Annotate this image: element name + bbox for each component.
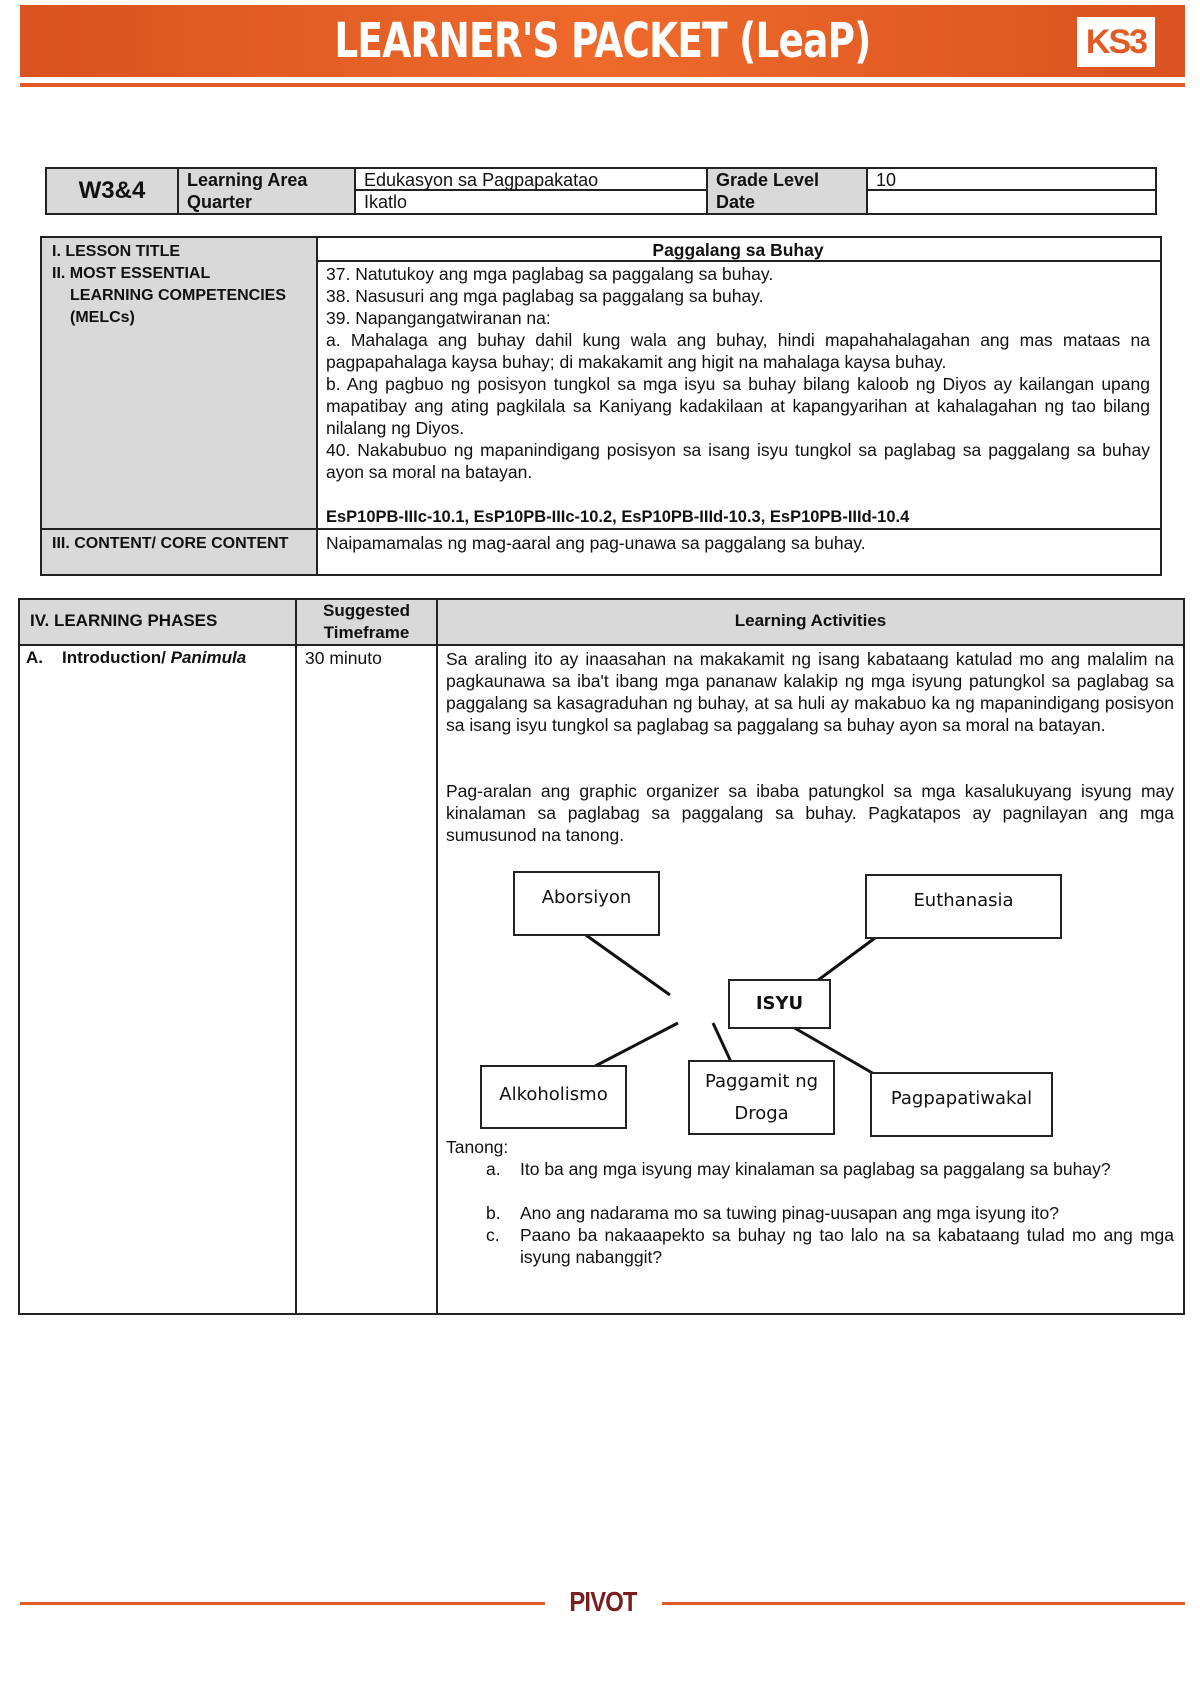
phase-label: [62, 648, 246, 668]
graphic-organizer: [438, 865, 1183, 1124]
question-b-letter: b.: [486, 1203, 501, 1223]
grade-level-label: Grade Level: [708, 169, 868, 191]
melc-codes: EsP10PB-IIIc-10.1, EsP10PB-IIIc-10.2, EsP10PB-IIId-10.3, EsP10PB-IIId-10.4: [326, 508, 910, 526]
learning-area-label: Learning Area: [179, 169, 356, 191]
node-euthanasia: Euthanasia: [865, 874, 1062, 939]
phase-letter: A.: [26, 648, 43, 667]
date-value: [868, 191, 1155, 213]
learning-activities-header: Learning Activities: [734, 611, 887, 630]
date-label: Date: [708, 191, 868, 213]
quarter-value: Ikatlo: [356, 191, 708, 213]
lesson-title-label: I. LESSON TITLE: [52, 243, 181, 260]
info-table: [45, 167, 1157, 215]
node-alkoholismo: Alkoholismo: [480, 1065, 627, 1129]
question-b: Ano ang nadarama mo sa tuwing pinag-uusapan ang mga isyung ito?: [520, 1203, 1059, 1223]
footer-rule-right: [662, 1602, 1185, 1605]
question-c-letter: c.: [486, 1225, 500, 1245]
tanong-label: Tanong:: [446, 1137, 509, 1157]
content-divider: [316, 528, 1160, 530]
col-divider-1: [295, 600, 297, 1313]
melc-39: 39. Napangangatwiranan na:: [326, 308, 551, 328]
intro-paragraph: Sa araling ito ay inaasahan na makakamit ng isang kabataang katulad mo ang malalim na pagkaunawa sa iba't ibang mga pananaw kalakip ng mga isyung patungkol sa paglabag sa paggalang sa kasagraduhan ng buhay, at sa huli ay makabuo ka ng mapanindigang posisyon sa isang isyu tungkol sa paglabag sa paggalang sa buhay ayon sa moral na batayan.: [446, 649, 1174, 735]
node-paggamit-ng-droga: [688, 1060, 835, 1135]
question-a-letter: a.: [486, 1159, 501, 1179]
instruction-paragraph: Pag-aralan ang graphic organizer sa ibaba patungkol sa mga kasalukuyang isyung may kinalaman sa paglabag sa paggalang sa buhay. Pagkatapos ay pagnilayan ang mga sumusunod na tanong.: [446, 781, 1174, 845]
node-droga-line2: Droga: [734, 1103, 789, 1124]
timeframe-value: 30 minuto: [305, 648, 382, 668]
pivot-logo: PIVOT: [569, 1586, 637, 1617]
grade-level-value: 10: [868, 169, 1155, 191]
header-rule: [20, 83, 1185, 87]
header-banner: [20, 5, 1185, 77]
learning-phases-table: [18, 598, 1185, 1315]
timeframe-header-line1: Suggested: [323, 601, 410, 620]
quarter-label: Quarter: [179, 191, 356, 213]
melc-38: 38. Nasusuri ang mga paglabag sa paggalang sa buhay.: [326, 286, 764, 306]
content-label: III. CONTENT/ CORE CONTENT: [52, 535, 289, 552]
node-pagpapatiwakal: Pagpapatiwakal: [870, 1072, 1053, 1137]
lesson-table: [40, 236, 1162, 576]
question-a: Ito ba ang mga isyung may kinalaman sa paglabag sa paggalang sa buhay?: [520, 1159, 1111, 1179]
question-c: Paano ba nakaaapekto sa buhay ng tao lalo na sa kabataang tulad mo ang mga isyung nabanggit?: [520, 1225, 1174, 1267]
melc-label-line2: LEARNING COMPETENCIES: [70, 287, 287, 304]
timeframe-header: [297, 600, 436, 644]
melc-39a: a. Mahalaga ang buhay dahil kung wala ang buhay, hindi mapahahalagahan ang mas mataas na pagpapahalaga kaysa buhay; di makakamit ang higit na mahalaga kaysa buhay.: [326, 330, 1150, 372]
melc-label-line3: (MELCs): [70, 309, 135, 326]
phase-name: Introduction/: [62, 648, 166, 667]
week-cell: W3&4: [47, 169, 179, 213]
node-isyu: ISYU: [728, 979, 831, 1029]
node-droga-line1: Paggamit ng: [704, 1071, 819, 1092]
phase-name-filipino: Panimula: [170, 648, 247, 667]
melc-37: 37. Natutukoy ang mga paglabag sa paggalang sa buhay.: [326, 264, 774, 284]
melc-40: 40. Nakabubuo ng mapanindigang posisyon sa isang isyu tungkol sa paglabag sa paggalang sa buhay ayon sa moral na batayan.: [326, 440, 1150, 482]
ks3-badge: KS3: [1077, 17, 1155, 67]
content-divider-left: [42, 528, 316, 530]
timeframe-header-line2: Timeframe: [323, 623, 410, 642]
melc-39b: b. Ang pagbuo ng posisyon tungkol sa mga isyu sa buhay bilang kaloob ng Diyos ay kailangan upang mapatibay ang ating pagkilala sa Kaniyang kadakilaan at kapangyarihan at kahalagahan ng tao bilang nilalang ng Diyos.: [326, 374, 1150, 438]
learning-phases-header: IV. LEARNING PHASES: [30, 611, 218, 630]
footer-rule-left: [20, 1602, 545, 1605]
lesson-title-value: Paggalang sa Buhay: [316, 238, 1160, 262]
packet-title: LEARNER'S PACKET (LeaP): [334, 13, 871, 69]
node-aborsiyon: Aborsiyon: [513, 871, 660, 936]
connector-aborsiyon: [583, 933, 670, 995]
content-value: Naipamamalas ng mag-aaral ang pag-unawa sa paggalang sa buhay.: [326, 533, 866, 553]
melc-label-line1: II. MOST ESSENTIAL: [52, 265, 211, 282]
learning-area-value: Edukasyon sa Pagpapakatao: [356, 169, 708, 191]
